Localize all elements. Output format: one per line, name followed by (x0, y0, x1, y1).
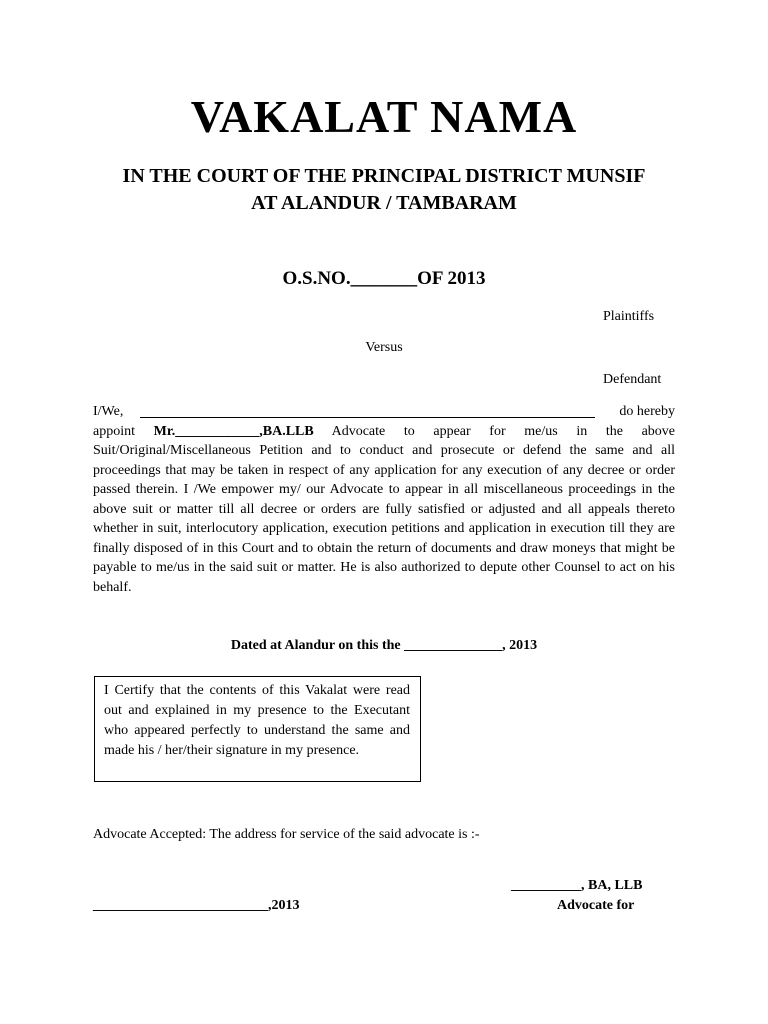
plaintiffs-label: Plaintiffs (603, 309, 655, 324)
appointment-body-text: Advocate to appear for me/us in the above Suit/Original/Miscellaneous Petition and to conduct and prosecute or defend the same and all proceedings that may be taken in respect of any application for any execution of any decree or order passed therein. I /We empower my/ our Advocate to appear in all miscellaneous proceedings in the above suit or matter till all decree or orders are fully satisfied or adjusted and all appeals thereto whether in suit, interlocutory application, execution petitions and application in execution till they are finally disposed of in this Court and to obtain the return of documents and draw moneys that might be payable to me/us in the said suit or matter. He is also authorized to depute other Counsel to act on his behalf. (93, 423, 675, 595)
do-hereby-label: do hereby (619, 404, 675, 419)
iwe-line (93, 402, 675, 422)
court-line-2: AT ALANDUR / TAMBARAM (251, 192, 517, 214)
document-title: VAKALAT NAMA (190, 91, 578, 142)
advocate-for-label: Advocate for (557, 898, 635, 913)
signature-date-line: _________________________,2013 (93, 898, 300, 913)
appoint-word: appoint (93, 423, 154, 439)
advocate-accepted-line: Advocate Accepted: The address for service of the said advocate is :- (93, 827, 480, 842)
court-heading (0, 163, 768, 217)
name-blank-line (140, 403, 595, 418)
advocate-name: Mr.____________,BA.LLB (153, 423, 314, 439)
appointment-text (93, 422, 675, 598)
court-line-1: IN THE COURT OF THE PRINCIPAL DISTRICT MUNSIF (122, 165, 646, 187)
signature-ba-llb: __________, BA, LLB (511, 878, 643, 893)
appointment-paragraph (93, 402, 675, 597)
certificate-box: I Certify that the contents of this Vakalat were read out and explained in my presence to the Executant who appeared perfectly to understand the same and made his / her/their signature in my presence. (94, 676, 421, 782)
case-number: O.S.NO._______OF 2013 (282, 268, 486, 289)
versus-label: Versus (365, 340, 403, 355)
iwe-label: I/We, (93, 404, 124, 419)
dated-line: Dated at Alandur on this the ______________, 2013 (230, 638, 538, 653)
defendant-label: Defendant (603, 372, 662, 387)
